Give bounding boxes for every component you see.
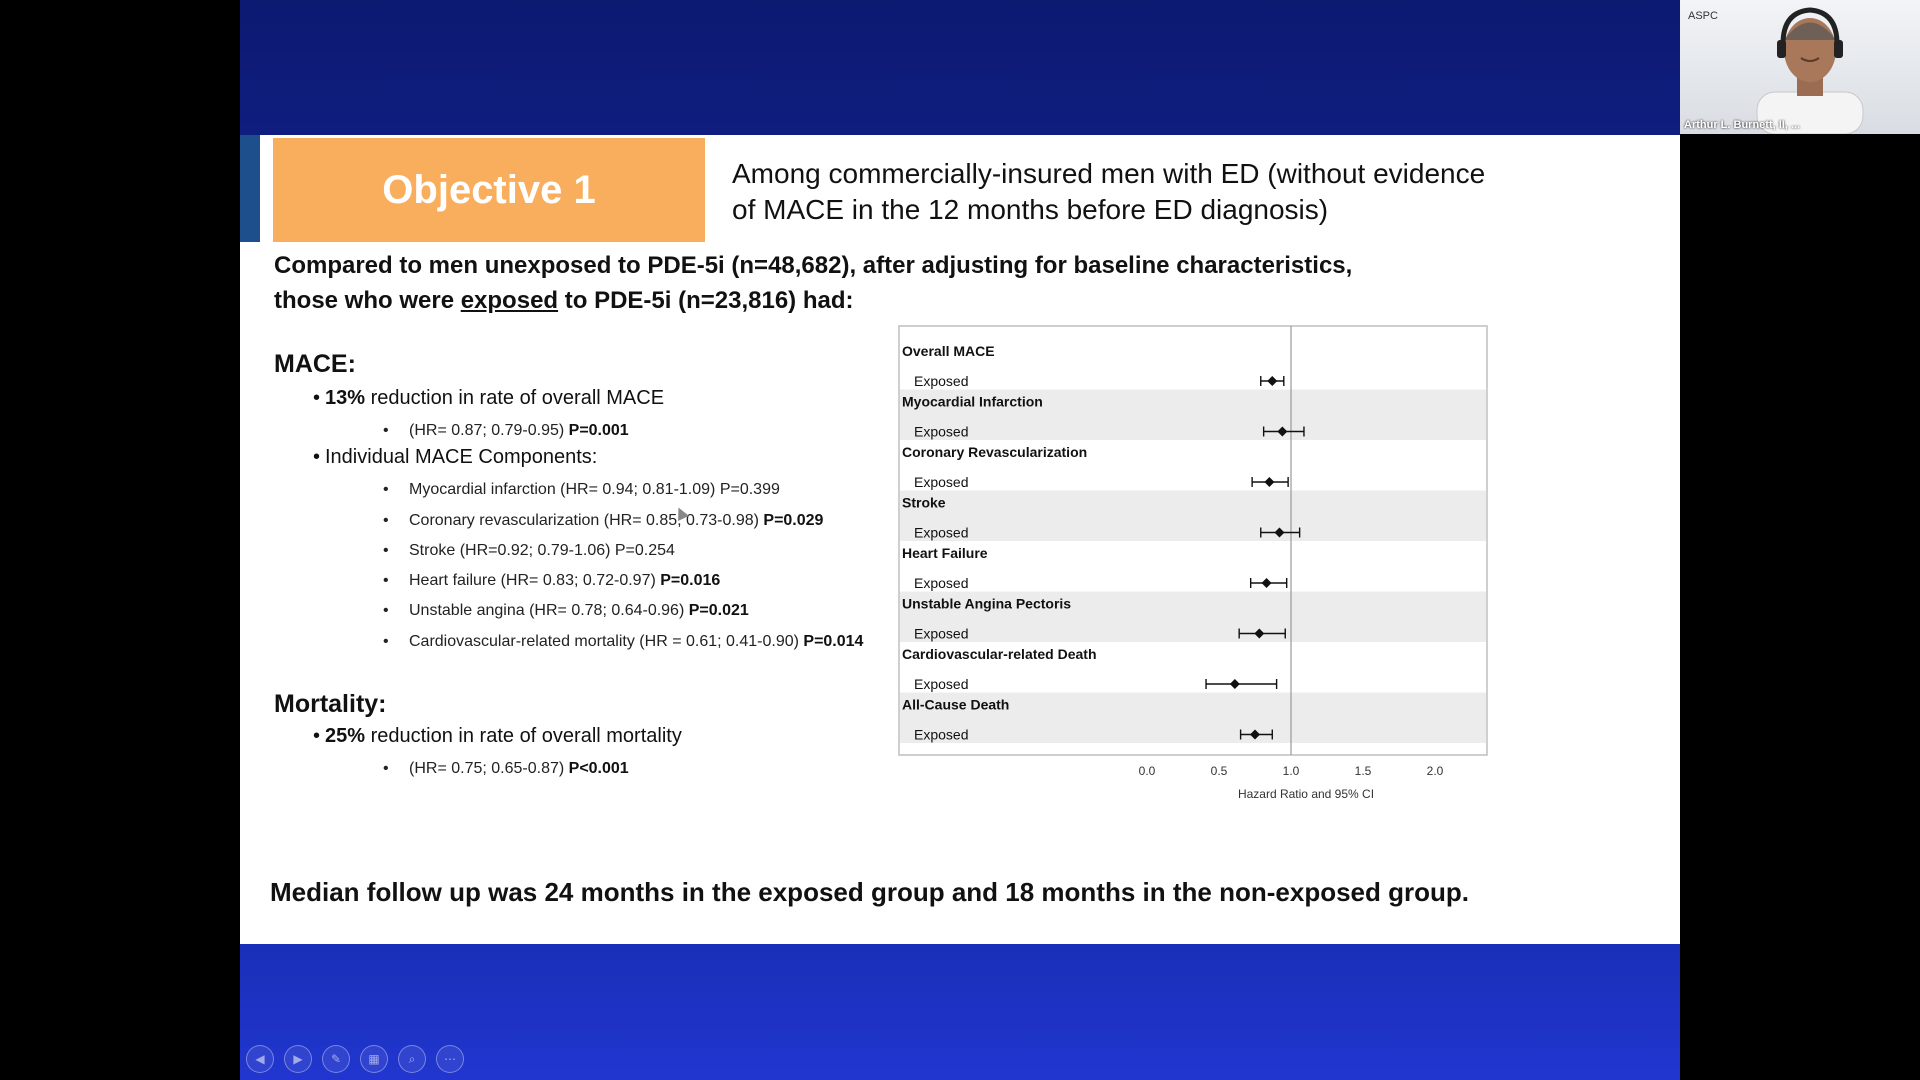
row-label: Exposed xyxy=(914,474,969,490)
mortality-sub-text: (HR= 0.75; 0.65-0.87) xyxy=(409,760,569,777)
row-label: Exposed xyxy=(914,676,969,692)
group-label: Overall MACE xyxy=(902,343,995,359)
accent-strip xyxy=(240,135,260,242)
slide-content xyxy=(240,135,1680,944)
comparison-statement xyxy=(274,248,1474,318)
component-item: • Stroke (HR=0.92; 0.79-1.06) P=0.254 xyxy=(383,542,675,559)
mace-bullet-components: • Individual MACE Components: xyxy=(313,446,598,468)
pen-icon[interactable]: ✎ xyxy=(322,1045,350,1073)
mortality-bullet: • 25% reduction in rate of overall mortality xyxy=(313,725,682,747)
row-label: Exposed xyxy=(914,423,969,440)
mace-sub-hr: • (HR= 0.87; 0.79-0.95) P=0.001 xyxy=(383,422,629,439)
component-p: P=0.014 xyxy=(803,633,864,650)
webcam-logo: ASPC xyxy=(1688,10,1718,22)
group-label: Unstable Angina Pectoris xyxy=(902,595,1072,612)
more-icon[interactable]: ⋯ xyxy=(436,1045,464,1073)
group-label: Heart Failure xyxy=(902,545,988,561)
header-line-2: of MACE in the 12 months before ED diagnosis) xyxy=(732,194,1329,225)
mortality-sub-hr: • (HR= 0.75; 0.65-0.87) P<0.001 xyxy=(383,760,629,777)
mortality-reduction-text: reduction in rate of overall mortality xyxy=(365,725,682,747)
exposed-word: exposed xyxy=(460,287,559,314)
x-tick-label: 0.0 xyxy=(1138,764,1156,778)
component-p: P=0.021 xyxy=(688,602,749,619)
comparison-line-1: Compared to men unexposed to PDE-5i (n=48,682), after adjusting for baseline characteristics, xyxy=(274,252,1353,279)
mace-sub-text: (HR= 0.87; 0.79-0.95) xyxy=(409,422,569,439)
previous-icon[interactable]: ◀ xyxy=(246,1045,274,1073)
group-label: Cardiovascular-related Death xyxy=(902,646,1097,662)
component-item: • Heart failure (HR= 0.83; 0.72-0.97) P=0.016 xyxy=(383,572,721,589)
forest-plot-card xyxy=(885,313,1497,813)
component-text: Myocardial infarction (HR= 0.94; 0.81-1.09) P=0.399 xyxy=(409,481,780,498)
component-p: P=0.029 xyxy=(763,512,824,529)
component-p: P=0.016 xyxy=(660,572,721,589)
next-icon[interactable]: ▶ xyxy=(284,1045,312,1073)
comparison-post: to PDE-5i (n=23,816) had: xyxy=(558,287,854,314)
slideshow-controls xyxy=(246,1045,464,1073)
row-label: Exposed xyxy=(914,575,969,591)
group-label: Stroke xyxy=(902,494,946,511)
mortality-reduction-percent: 25% xyxy=(325,725,366,747)
mace-bullet-overall: • 13% reduction in rate of overall MACE xyxy=(313,387,665,409)
component-text: Stroke (HR=0.92; 0.79-1.06) P=0.254 xyxy=(409,542,675,559)
component-text: Unstable angina (HR= 0.78; 0.64-0.96) xyxy=(409,602,689,619)
zoom-icon[interactable]: ⌕ xyxy=(398,1045,426,1073)
group-label: All-Cause Death xyxy=(902,696,1010,713)
x-tick-label: 1.0 xyxy=(1282,764,1300,778)
presenter-video xyxy=(1735,0,1885,134)
presentation-slide xyxy=(240,0,1680,1080)
x-tick-label: 0.5 xyxy=(1210,764,1228,778)
row-band xyxy=(900,491,1486,542)
mace-reduction-text: reduction in rate of overall MACE xyxy=(365,387,665,409)
objective-label: Objective 1 xyxy=(382,167,596,212)
row-label: Exposed xyxy=(914,524,969,541)
component-item: • Unstable angina (HR= 0.78; 0.64-0.96) P=0.021 xyxy=(383,602,749,619)
x-tick-label: 1.5 xyxy=(1354,764,1372,778)
mace-title: MACE: xyxy=(274,350,356,378)
header-description xyxy=(732,156,1572,228)
row-label: Exposed xyxy=(914,373,969,389)
follow-up-statement: Median follow up was 24 months in the exposed group and 18 months in the non-exposed group. xyxy=(270,877,1469,907)
header-line-1: Among commercially-insured men with ED (without evidence xyxy=(732,158,1486,189)
mortality-sub-p: P<0.001 xyxy=(568,760,629,777)
comparison-pre: those who were xyxy=(274,287,461,314)
components-heading: Individual MACE Components: xyxy=(325,446,598,468)
mace-sub-p: P=0.001 xyxy=(568,422,629,439)
component-item: • Myocardial infarction (HR= 0.94; 0.81-1.09) P=0.399 xyxy=(383,481,780,498)
component-text: Heart failure (HR= 0.83; 0.72-0.97) xyxy=(409,572,661,589)
component-text: Cardiovascular-related mortality (HR = 0.61; 0.41-0.90) xyxy=(409,633,804,650)
objective-box xyxy=(273,138,705,242)
component-text: Coronary revascularization (HR= 0.85; 0.73-0.98) xyxy=(409,512,764,529)
row-label: Exposed xyxy=(914,726,969,743)
x-axis-label: Hazard Ratio and 95% CI xyxy=(1237,787,1375,801)
mace-reduction-percent: 13% xyxy=(325,387,366,409)
slides-icon[interactable]: ▦ xyxy=(360,1045,388,1073)
mortality-title: Mortality: xyxy=(274,690,387,718)
presenter-name: Arthur L. Burnett, II, ... xyxy=(1684,119,1801,131)
x-tick-label: 2.0 xyxy=(1426,764,1444,778)
forest-plot xyxy=(885,313,1497,813)
group-label: Coronary Revascularization xyxy=(902,444,1088,460)
component-item: • Cardiovascular-related mortality (HR = 0.61; 0.41-0.90) P=0.014 xyxy=(383,633,864,650)
webcam-feed xyxy=(1680,0,1920,134)
group-label: Myocardial Infarction xyxy=(902,393,1043,410)
row-label: Exposed xyxy=(914,625,969,642)
component-item: • Coronary revascularization (HR= 0.85; 0.73-0.98) P=0.029 xyxy=(383,512,824,529)
